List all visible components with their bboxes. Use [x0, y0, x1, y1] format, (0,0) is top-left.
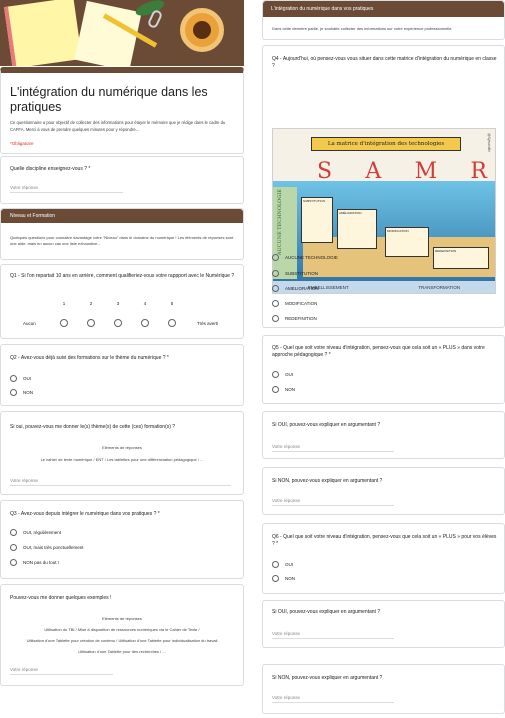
samr-letters — [317, 159, 487, 184]
themes-hint-text: Le cahier de texte numérique / ENT / Les tablettes pour une différenciation pédagogique / ... — [40, 457, 204, 462]
question-q4: Q4 - Aujourd'hui, où pensez-vous vous situer dans cette matrice d'intégration du numérique en classe ? — [272, 56, 497, 69]
themes-input[interactable]: Votre réponse — [10, 478, 231, 486]
question-card-q4 — [262, 45, 505, 328]
q6-non-input[interactable]: Votre réponse — [272, 695, 394, 703]
option-label: OUI — [23, 376, 32, 381]
option-label: NON — [285, 387, 295, 392]
q6-option-non[interactable] — [272, 575, 295, 582]
samr-box-modification: MODIFICATION — [385, 227, 429, 257]
option-label: REDEFINITION — [285, 316, 317, 321]
q5-non-input[interactable]: Votre réponse — [272, 498, 394, 506]
option-label: NON — [23, 390, 33, 395]
option-label: SUBSTITUTION — [285, 271, 319, 276]
radio-button[interactable] — [272, 315, 279, 322]
option-label: OUI, régulièrement — [23, 530, 62, 535]
q4-option-substitution[interactable] — [272, 270, 318, 277]
question-card-q5-oui — [262, 411, 505, 459]
samr-box-substitution: SUBSTITUTION — [301, 197, 333, 243]
radio-button[interactable] — [272, 386, 279, 393]
required-note: *Obligatoire — [10, 141, 34, 146]
question-q5: Q5 - Quel que soit votre niveau d'intégration, pensez-vous que cela soit un « PLUS » dans votre approche pédagogique ? * — [272, 345, 485, 358]
coffee-cup-illustration — [180, 8, 224, 52]
scale-radio-4[interactable] — [141, 319, 149, 327]
section-header-niveau: Niveau et Formation — [1, 209, 243, 223]
option-label: OUI — [285, 562, 294, 567]
question-q5-non: Si NON, pouvez-vous expliquer en argumentant ? — [272, 478, 383, 484]
samr-box-redefinition: REDEFINITION — [433, 247, 489, 269]
option-label: MODIFICATION — [285, 301, 318, 306]
scale-radio-1[interactable] — [60, 319, 68, 327]
question-card-q6-non — [262, 664, 505, 714]
form-title: L'intégration du numérique dans les pratiques — [10, 85, 208, 114]
q3-option-ponctuellement[interactable] — [10, 544, 84, 551]
q4-option-modification[interactable] — [272, 300, 317, 307]
q4-option-aucune[interactable] — [272, 254, 338, 261]
radio-button[interactable] — [272, 371, 279, 378]
samr-bottom-right: TRANSFORMATION — [418, 284, 461, 290]
form-description: Ce questionnaire a pour objectif de collecter des informations pour étayer le mémoire que je rédige dans le cadre du CAFFA. Merci à vous de prendre quelques minutes pour y répondre... — [10, 120, 226, 132]
option-label: NON pas du tout ! — [23, 560, 60, 565]
radio-button[interactable] — [272, 254, 279, 261]
scale-low-label: Aucun — [23, 321, 36, 326]
option-label: AUCUNE TECHNOLOGIE — [285, 255, 338, 260]
samr-box-amelioration: AMÉLIORATION — [337, 209, 377, 249]
question-examples: Pouvez-vous me donner quelques exemples ! — [10, 595, 112, 601]
question-q1: Q1 - Si l'on repartait 10 ans en arrière, comment qualifieriez-vous votre rappport avec le Numérique ? — [10, 273, 235, 279]
samr-letter-r: R — [470, 159, 487, 184]
samr-bottom-left: EMBELLISSEMENT — [307, 284, 349, 290]
radio-button[interactable] — [10, 544, 17, 551]
scale-number-1: 1 — [62, 301, 66, 306]
q6-option-oui[interactable] — [272, 561, 293, 568]
scale-number-4: 4 — [143, 301, 147, 306]
q5-option-non[interactable] — [272, 386, 295, 393]
themes-hint-title: Eléments de réponses — [102, 445, 142, 450]
scale-radio-3[interactable] — [114, 319, 122, 327]
header-image — [0, 0, 244, 66]
section-description-niveau: Quelques questions pour connaitre davantage votre "Niveau" dans le domaine du numérique ! Les éléments de réponses sont une aide, mais en aucun cas une liste exhaustive... — [10, 235, 234, 246]
question-card-q6-oui — [262, 600, 505, 648]
radio-button[interactable] — [272, 561, 279, 568]
samr-side-label: AUCUNE TECHNOLOGIE — [277, 189, 283, 256]
section-card-integration — [262, 0, 505, 40]
notepad-illustration — [4, 0, 82, 66]
examples-hint-line-2: Utilisation d'une Tablette pour création de contenu / Utilisation d'une Tablette pour individualisation du travail — [26, 638, 218, 643]
q2-option-oui[interactable] — [10, 375, 31, 382]
q5-oui-input[interactable]: Votre réponse — [272, 444, 394, 452]
scale-number-2: 2 — [89, 301, 93, 306]
question-q5-oui: Si OUI, pouvez-vous expliquer en argumentant ? — [272, 422, 381, 428]
scale-number-3: 3 — [116, 301, 120, 306]
radio-button[interactable] — [10, 375, 17, 382]
examples-input[interactable]: Votre réponse — [10, 667, 113, 675]
question-card-examples — [0, 584, 244, 686]
question-q6-oui: Si OUI, pouvez-vous expliquer en argumentant ? — [272, 609, 381, 615]
q3-option-pas-du-tout[interactable] — [10, 559, 59, 566]
question-card-q2 — [0, 344, 244, 406]
question-discipline: Quelle discipline enseignez-vous ? * — [10, 166, 91, 172]
option-label: AMELIORATION — [285, 286, 319, 291]
question-card-q6 — [262, 523, 505, 594]
right-column — [262, 0, 505, 718]
option-label: OUI — [285, 372, 294, 377]
scale-number-5: 5 — [170, 301, 174, 306]
examples-hint-title: Eléments de réponses — [102, 616, 142, 621]
option-label: OUI, mais très ponctuellement — [23, 545, 84, 550]
examples-hint-line-3: Utilisation d'une Tablette pour des recherches / ... — [78, 649, 166, 654]
q3-option-regulierement[interactable] — [10, 529, 61, 536]
option-label: NON — [285, 576, 295, 581]
section-card-niveau — [0, 208, 244, 260]
q4-option-redefinition[interactable] — [272, 315, 317, 322]
q2-option-non[interactable] — [10, 389, 33, 396]
question-q2: Q2 - Avez-vous déjà suivi des formations sur le thème du numérique ? * — [10, 355, 169, 361]
q6-oui-input[interactable]: Votre réponse — [272, 631, 394, 639]
discipline-input[interactable]: Votre réponse — [10, 185, 123, 193]
samr-author: @SylvainBri — [487, 133, 491, 153]
scale-high-label: Très averti — [197, 321, 219, 326]
question-q6: Q6 - Quel que soit votre niveau d'intégration, pensez-vous que cela soit un « PLUS » pour vos élèves ? * — [272, 534, 497, 547]
radio-button[interactable] — [272, 575, 279, 582]
radio-button[interactable] — [10, 529, 17, 536]
samr-letter-s: S — [317, 159, 333, 184]
q5-option-oui[interactable] — [272, 371, 293, 378]
radio-button[interactable] — [10, 389, 17, 396]
scale-radio-5[interactable] — [168, 319, 176, 327]
question-card-discipline — [0, 156, 244, 204]
question-card-q1 — [0, 264, 244, 339]
question-card-q5 — [262, 335, 505, 404]
question-card-q5-non — [262, 467, 505, 515]
q4-option-amelioration[interactable] — [272, 285, 319, 292]
radio-button[interactable] — [10, 559, 17, 566]
samr-letter-a: A — [365, 159, 382, 184]
question-card-q3 — [0, 500, 244, 579]
section-description-integration: Dans cette dernière partie, je souhaite collecter des informations sur votre expérience professionnelle. — [272, 26, 453, 31]
question-q3: Q3 - Avez-vous depuis intégrer le numérique dans vos pratiques ? * — [10, 511, 160, 517]
samr-banner: La matrice d'intégration des technologies — [311, 137, 461, 151]
question-card-themes — [0, 411, 244, 495]
radio-button[interactable] — [272, 270, 279, 277]
question-themes: Si oui, pouvez-vous me donner le(s) thème(s) de cette (ces) formation(s) ? — [10, 424, 176, 430]
left-column — [0, 0, 244, 718]
form-title-card — [0, 67, 244, 154]
scale-radio-2[interactable] — [87, 319, 95, 327]
question-q6-non: Si NON, pouvez-vous expliquer en argumentant ? — [272, 675, 383, 681]
radio-button[interactable] — [272, 300, 279, 307]
section-header-integration: L'intégration du numérique dans vos pratiques — [263, 1, 504, 17]
radio-button[interactable] — [272, 285, 279, 292]
examples-hint-line-1: Utilisation du TBI / Mise à disposition de ressources numériques via le Cahier de Texte / — [44, 627, 200, 632]
samr-letter-m: M — [414, 159, 438, 184]
